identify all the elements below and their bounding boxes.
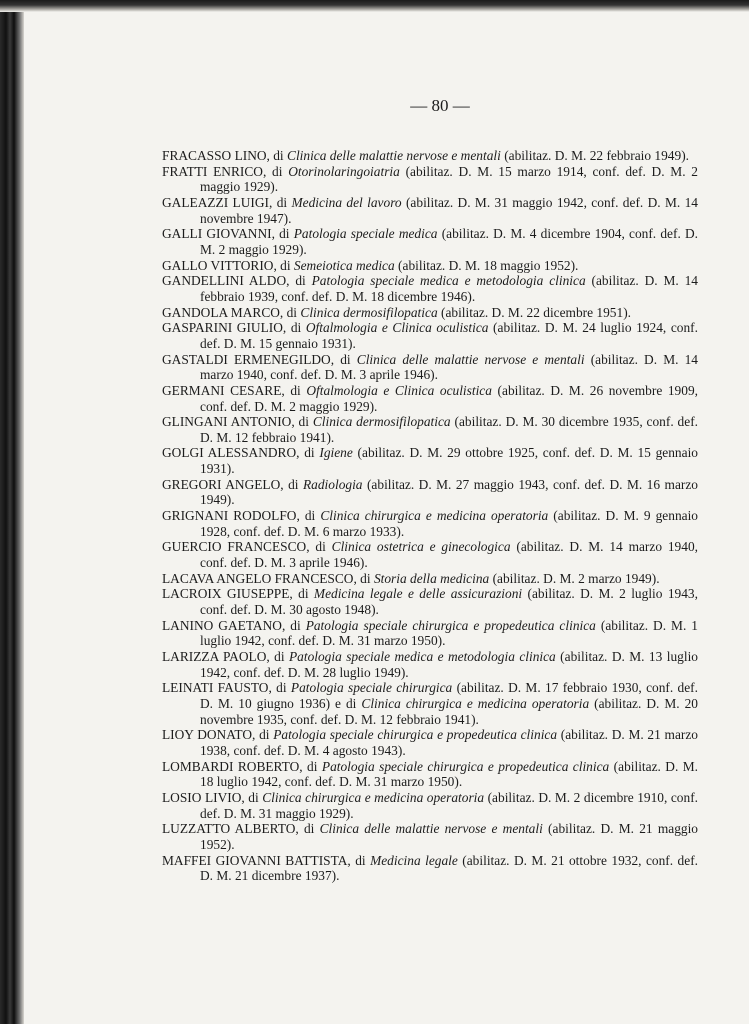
entry-text: (abilitaz. D. M. 15 marzo 1914, conf. def. D. M. 2 maggio 1929). xyxy=(200,163,699,195)
entry-text: (abilitaz. D. M. 14 febbraio 1939, conf. def. D. M. 18 dicembre 1946). xyxy=(200,273,698,304)
entry-text: FRACASSO LINO, di xyxy=(162,148,288,163)
list-entry xyxy=(162,352,698,383)
entry-text: GERMANI CESARE, di xyxy=(162,382,307,398)
entry-text: GALLO VITTORIO, di xyxy=(162,257,294,273)
entry-text: (abilitaz. D. M. 14 marzo 1940, conf. def. D. M. 3 aprile 1946). xyxy=(200,539,698,571)
entry-text: GLINGANI ANTONIO, di xyxy=(162,414,313,430)
entry-text: GALEAZZI LUIGI, di xyxy=(162,194,292,210)
list-entry xyxy=(162,539,698,570)
entry-text: (abilitaz. D. M. 26 novembre 1909, conf. def. D. M. 2 maggio 1929). xyxy=(200,382,698,414)
entry-text: MAFFEI GIOVANNI BATTISTA, di xyxy=(162,852,371,868)
entry-text: (abilitaz. D. M. 2 luglio 1943, conf. def. D. M. 30 agosto 1948). xyxy=(200,586,698,618)
entry-text: LOSIO LIVIO, di xyxy=(162,789,263,805)
entry-text: GREGORI ANGELO, di xyxy=(162,476,303,492)
entry-text: (abilitaz. D. M. 18 maggio 1952). xyxy=(394,257,579,273)
subject-name: Igiene xyxy=(319,445,353,461)
entry-text: GUERCIO FRANCESCO, di xyxy=(162,539,332,555)
subject-name: Clinica dermosifilopatica xyxy=(312,414,451,430)
entry-text: GOLGI ALESSANDRO, di xyxy=(162,445,320,461)
entry-text: FRATTI ENRICO, di xyxy=(162,163,289,179)
subject-name: Medicina del lavoro xyxy=(291,194,402,210)
entry-text: (abilitaz. D. M. 2 marzo 1949). xyxy=(489,570,660,586)
subject-name: Clinica delle malattie nervose e mentali xyxy=(319,821,543,837)
entry-text: GALLI GIOVANNI, di xyxy=(162,226,294,242)
list-entry xyxy=(162,649,698,680)
subject-name: Patologia speciale medica e metodologia clinica xyxy=(311,273,586,289)
subject-name: Clinica chirurgica e medicina operatoria xyxy=(262,789,485,805)
subject-name: Semeiotica medica xyxy=(293,257,395,273)
subject-name: Clinica delle malattie nervose e mentali xyxy=(356,351,585,367)
entry-text: (abilitaz. D. M. 9 gennaio 1928, conf. def. D. M. 6 marzo 1933). xyxy=(200,508,699,539)
subject-name: Clinica chirurgica e medicina operatoria xyxy=(361,695,590,711)
entry-text: (abilitaz. D. M. 27 maggio 1943, conf. def. D. M. 16 marzo 1949). xyxy=(200,476,698,508)
subject-name: Patologia speciale chirurgica e propedeutica clinica xyxy=(273,727,558,743)
list-entry xyxy=(162,790,698,821)
list-entry xyxy=(162,853,698,884)
entry-text: (abilitaz. D. M. 29 ottobre 1925, conf. def. D. M. 15 gennaio 1931). xyxy=(200,445,698,477)
subject-name: Storia della medicina xyxy=(373,570,490,586)
list-entry xyxy=(162,586,698,617)
list-entry xyxy=(162,477,698,508)
entry-text: (abilitaz. D. M. 14 marzo 1940, conf. def. D. M. 3 aprile 1946). xyxy=(200,351,698,383)
subject-name: Clinica chirurgica e medicina operatoria xyxy=(320,508,549,524)
entry-text: GRIGNANI RODOLFO, di xyxy=(162,508,321,524)
entry-text: GANDOLA MARCO, di xyxy=(162,304,301,320)
entry-text: LACAVA ANGELO FRANCESCO, di xyxy=(162,570,374,586)
list-entry xyxy=(162,305,698,321)
entry-text: GASTALDI ERMENEGILDO, di xyxy=(162,351,357,367)
entry-text: GASPARINI GIULIO, di xyxy=(162,320,306,336)
subject-name: Medicina legale xyxy=(370,852,458,868)
list-entry xyxy=(162,383,698,414)
list-entry xyxy=(162,571,698,587)
subject-name: Otorinolaringoiatria xyxy=(288,163,400,179)
list-entry xyxy=(162,148,698,164)
subject-name: Clinica ostetrica e ginecologica xyxy=(331,539,511,555)
subject-name: Clinica dermosifilopatica xyxy=(300,304,438,320)
list-entry xyxy=(162,445,698,476)
subject-name: Radiologia xyxy=(302,476,363,492)
list-entry xyxy=(162,759,698,790)
list-entry xyxy=(162,320,698,351)
entry-text: (abilitaz. D. M. 4 dicembre 1904, conf. def. D. M. 2 maggio 1929). xyxy=(200,226,699,257)
entry-text: GANDELLINI ALDO, di xyxy=(162,273,312,289)
entry-text: LIOY DONATO, di xyxy=(162,727,274,743)
subject-name: Oftalmologia e Clinica oculistica xyxy=(306,382,492,398)
list-entry xyxy=(162,164,698,195)
entry-text: (abilitaz. D. M. 1 luglio 1942, conf. def. D. M. 31 marzo 1950). xyxy=(200,617,698,649)
page-number: — 80 — xyxy=(410,96,470,115)
entry-text: (abilitaz. D. M. 20 novembre 1935, conf. def. D. M. 12 febbraio 1941). xyxy=(200,695,698,727)
entry-text: (abilitaz. D. M. 24 luglio 1924, conf. def. D. M. 15 gennaio 1931). xyxy=(200,320,698,351)
list-entry xyxy=(162,414,698,445)
list-entry xyxy=(162,821,698,852)
subject-name: Oftalmologia e Clinica oculistica xyxy=(305,320,489,336)
scan-binding-edge xyxy=(0,0,24,1024)
entry-text: LARIZZA PAOLO, di xyxy=(162,649,289,664)
entry-text: LUZZATTO ALBERTO, di xyxy=(162,821,320,837)
entry-text: (abilitaz. D. M. 22 febbraio 1949). xyxy=(500,148,690,163)
entry-text: (abilitaz. D. M. 30 dicembre 1935, conf. def. D. M. 12 febbraio 1941). xyxy=(200,414,699,445)
list-entry xyxy=(162,258,698,274)
entry-text: (abilitaz. D. M. 21 maggio 1952). xyxy=(200,821,699,852)
subject-name: Medicina legale e delle assicurazioni xyxy=(313,586,523,602)
entry-text: (abilitaz. D. M. 13 luglio 1942, conf. def. D. M. 28 luglio 1949). xyxy=(200,649,698,680)
list-entry xyxy=(162,195,698,226)
subject-name: Patologia speciale chirurgica xyxy=(290,680,453,696)
subject-name: Patologia speciale chirurgica e propedeutica clinica xyxy=(305,617,596,633)
entry-text: LEINATI FAUSTO, di xyxy=(162,680,291,696)
entry-text: (abilitaz. D. M. 21 ottobre 1932, conf. def. D. M. 21 dicembre 1937). xyxy=(200,852,698,884)
entry-text: LOMBARDI ROBERTO, di xyxy=(162,758,322,774)
scan-top-edge xyxy=(0,0,749,12)
entry-text: LACROIX GIUSEPPE, di xyxy=(162,586,314,602)
list-entry xyxy=(162,680,698,727)
entry-text: (abilitaz. D. M. 21 marzo 1938, conf. def. D. M. 4 agosto 1943). xyxy=(200,727,698,758)
list-entry xyxy=(162,727,698,758)
entry-text: (abilitaz. D. M. 31 maggio 1942, conf. def. D. M. 14 novembre 1947). xyxy=(200,194,699,226)
entry-text: (abilitaz. D. M. 2 dicembre 1910, conf. def. D. M. 31 maggio 1929). xyxy=(200,789,699,821)
entry-text: (abilitaz. D. M. 18 luglio 1942, conf. def. D. M. 31 marzo 1950). xyxy=(200,758,698,790)
list-entry xyxy=(162,273,698,304)
subject-name: Patologia speciale chirurgica e propedeutica clinica xyxy=(321,758,610,774)
list-entry xyxy=(162,226,698,257)
entry-text: (abilitaz. D. M. 22 dicembre 1951). xyxy=(437,304,632,320)
list-entry xyxy=(162,508,698,539)
faculty-list xyxy=(162,148,698,884)
entry-text: LANINO GAETANO, di xyxy=(162,617,306,633)
subject-name: Patologia speciale medica e metodologia clinica xyxy=(288,649,556,664)
list-entry xyxy=(162,618,698,649)
entry-text: (abilitaz. D. M. 17 febbraio 1930, conf. def. D. M. 10 giugno 1936) e di xyxy=(200,680,698,711)
subject-name: Patologia speciale medica xyxy=(293,226,438,242)
subject-name: Clinica delle malattie nervose e mentali xyxy=(287,148,501,163)
